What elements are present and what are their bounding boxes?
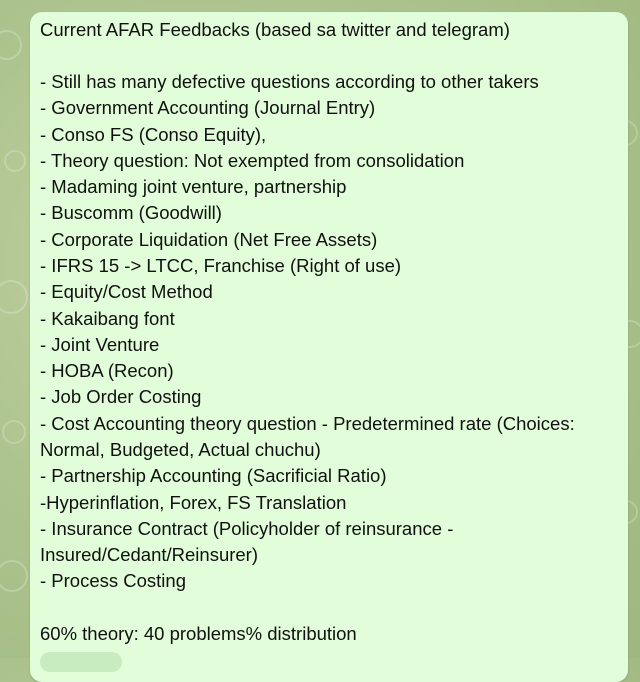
message-line: - Still has many defective questions according to other takers (40, 71, 539, 92)
wallpaper-doodle (2, 420, 26, 444)
message-line: - Buscomm (Goodwill) (40, 202, 222, 223)
message-line: Insured/Cedant/Reinsurer) (40, 544, 258, 565)
message-line: - Job Order Costing (40, 386, 202, 407)
wallpaper-doodle (0, 30, 22, 60)
message-line: - Theory question: Not exempted from consolidation (40, 150, 465, 171)
wallpaper-doodle (0, 560, 28, 592)
message-line: - Joint Venture (40, 334, 160, 355)
message-line: Normal, Budgeted, Actual chuchu) (40, 439, 321, 460)
message-line: - HOBA (Recon) (40, 360, 174, 381)
reaction-pill[interactable] (40, 652, 122, 672)
message-line: - Cost Accounting theory question - Predetermined rate (Choices: (40, 413, 575, 434)
message-line: - Corporate Liquidation (Net Free Assets) (40, 229, 378, 250)
wallpaper-doodle (0, 280, 28, 314)
message-line: - Equity/Cost Method (40, 281, 213, 302)
message-line: 60% theory: 40 problems% distribution (40, 623, 357, 644)
message-line: - Madaming joint venture, partnership (40, 176, 347, 197)
message-title: Current AFAR Feedbacks (based sa twitter and telegram) (40, 19, 510, 40)
message-line: - Partnership Accounting (Sacrificial Ratio) (40, 465, 387, 486)
message-line: - Process Costing (40, 570, 186, 591)
wallpaper-doodle (4, 150, 26, 172)
message-line: - Conso FS (Conso Equity), (40, 124, 267, 145)
message-line: -Hyperinflation, Forex, FS Translation (40, 492, 347, 513)
message-line: - Kakaibang font (40, 308, 175, 329)
message-line: - Government Accounting (Journal Entry) (40, 97, 376, 118)
message-line: - IFRS 15 -> LTCC, Franchise (Right of use) (40, 255, 402, 276)
message-bubble[interactable] (30, 12, 628, 682)
message-line: - Insurance Contract (Policyholder of reinsurance - (40, 518, 454, 539)
